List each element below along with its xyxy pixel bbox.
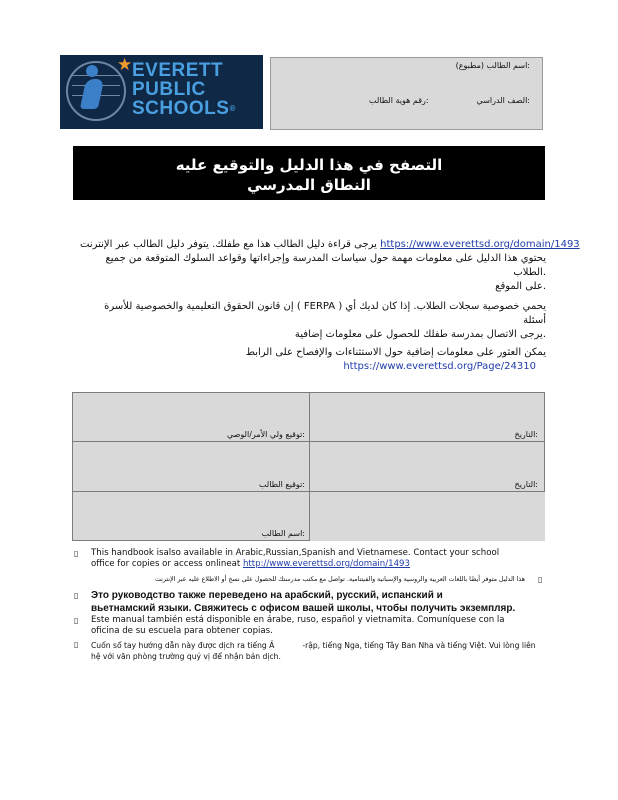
vietnamese-text-1b: -rập, tiếng Nga, tiếng Tây Ban Nha và tiếng Việt. Vui lòng liên — [302, 641, 536, 650]
vietnamese-text-1a: Cuốn sổ tay hướng dẫn này được dịch ra tiếng Ả — [91, 641, 275, 650]
student-signature-cell[interactable] — [72, 441, 310, 492]
bullet-arabic: ▯ — [538, 575, 543, 584]
vietnamese-line-2: hệ với văn phòng trường quý vị để nhận bản dịch. — [91, 652, 281, 661]
parent-signature-label: توقيع ولي الأمر/الوصي: — [226, 430, 305, 439]
everett-public-schools-logo — [60, 55, 263, 129]
bullet-english: ▯ — [74, 549, 79, 558]
russian-line-1: Это руководство также переведено на арабский, русский, испанский и — [91, 590, 443, 601]
handbook-text-a: يرجى قراءة دليل الطالب هذا مع طفلك. يتوفر دليل الطالب عبر الإنترنت — [80, 239, 377, 250]
student-info-box — [270, 57, 543, 130]
student-name-sign-label: اسم الطالب: — [261, 529, 305, 538]
english-link[interactable]: http://www.everettsd.org/domain/1493 — [242, 559, 410, 569]
student-name-label: اسم الطالب (مطبوع): — [455, 61, 530, 70]
ferpa-paragraph — [80, 300, 546, 374]
date-cell-2[interactable] — [309, 441, 545, 492]
english-text-2: office for copies or access onlineat — [91, 559, 241, 569]
date-label-1: التاريخ: — [514, 430, 538, 439]
trademark-symbol: ® — [229, 104, 236, 113]
ferpa-text-b: يرجى الاتصال بمدرسة طفلك للحصول على معلومات إضافية. — [294, 329, 546, 340]
student-name-cell[interactable] — [72, 491, 310, 541]
grade-label: الصف الدراسي: — [476, 96, 530, 105]
logo-line-2: PUBLIC — [132, 79, 206, 100]
bullet-vietnamese: ▯ — [74, 640, 79, 649]
russian-line-2: вьетнамский языки. Свяжитесь с офисом вашей школы, чтобы получить экземпляр. — [91, 603, 516, 614]
date-label-2: التاريخ: — [514, 480, 538, 489]
english-line-2 — [91, 559, 410, 570]
ferpa-link[interactable]: https://www.everettsd.org/Page/24310 — [343, 361, 536, 372]
arabic-line: هذا الدليل متوفر أيضًا باللغات العربية والروسية والإسبانية والفيتنامية. تواصل مع مكتب مدرستك للحصول على نسخ أو الاطلاع عليه عبر الإنترنت — [155, 576, 525, 583]
bullet-spanish: ▯ — [74, 616, 79, 625]
student-signature-label: توقيع الطالب: — [258, 480, 305, 489]
handbook-text-b: يحتوي هذا الدليل على معلومات مهمة حول سياسات المدرسة وإجراءاتها وقواعد السلوك المتوقعة من جميع الطلاب. — [105, 253, 546, 278]
date-cell-1[interactable] — [309, 392, 545, 442]
spanish-line-2: oficina de su escuela para obtener copias. — [91, 626, 273, 636]
title-banner — [73, 146, 545, 200]
student-id-label: رقم هوية الطالب: — [369, 96, 429, 105]
signature-table — [72, 392, 545, 541]
handbook-link[interactable]: https://www.everettsd.org/domain/1493 — [380, 239, 580, 250]
english-line-1: This handbook isalso available in Arabic,Russian,Spanish and Vietnamese. Contact your school — [91, 548, 500, 558]
title-line-2: النطاق المدرسي — [247, 176, 371, 194]
ferpa-text-c: يمكن العثور على معلومات إضافية حول الاستثناءات والإفصاح على الرابط — [245, 347, 546, 358]
vietnamese-line-1 — [91, 640, 536, 651]
spanish-line-1: Este manual también está disponible en árabe, ruso, español y vietnamita. Comuníquese con la — [91, 615, 505, 625]
handbook-paragraph — [80, 238, 580, 294]
handbook-text-c: على الموقع. — [495, 281, 546, 292]
logo-line-1: EVERETT — [132, 60, 224, 81]
bullet-russian: ▯ — [74, 591, 79, 600]
title-line-1: التصفح في هذا الدليل والتوقيع عليه — [175, 156, 443, 174]
student-figure-icon — [80, 65, 104, 111]
star-icon: ★ — [117, 55, 133, 75]
parent-signature-cell[interactable] — [72, 392, 310, 442]
logo-wordmark — [132, 61, 236, 118]
ferpa-text-a: إن قانون الحقوق التعليمية والخصوصية للأسرة ( FERPA ) يحمي خصوصية سجلات الطلاب. إذا كان لديك أي أسئلة — [104, 301, 546, 326]
logo-line-3: SCHOOLS — [132, 98, 230, 119]
